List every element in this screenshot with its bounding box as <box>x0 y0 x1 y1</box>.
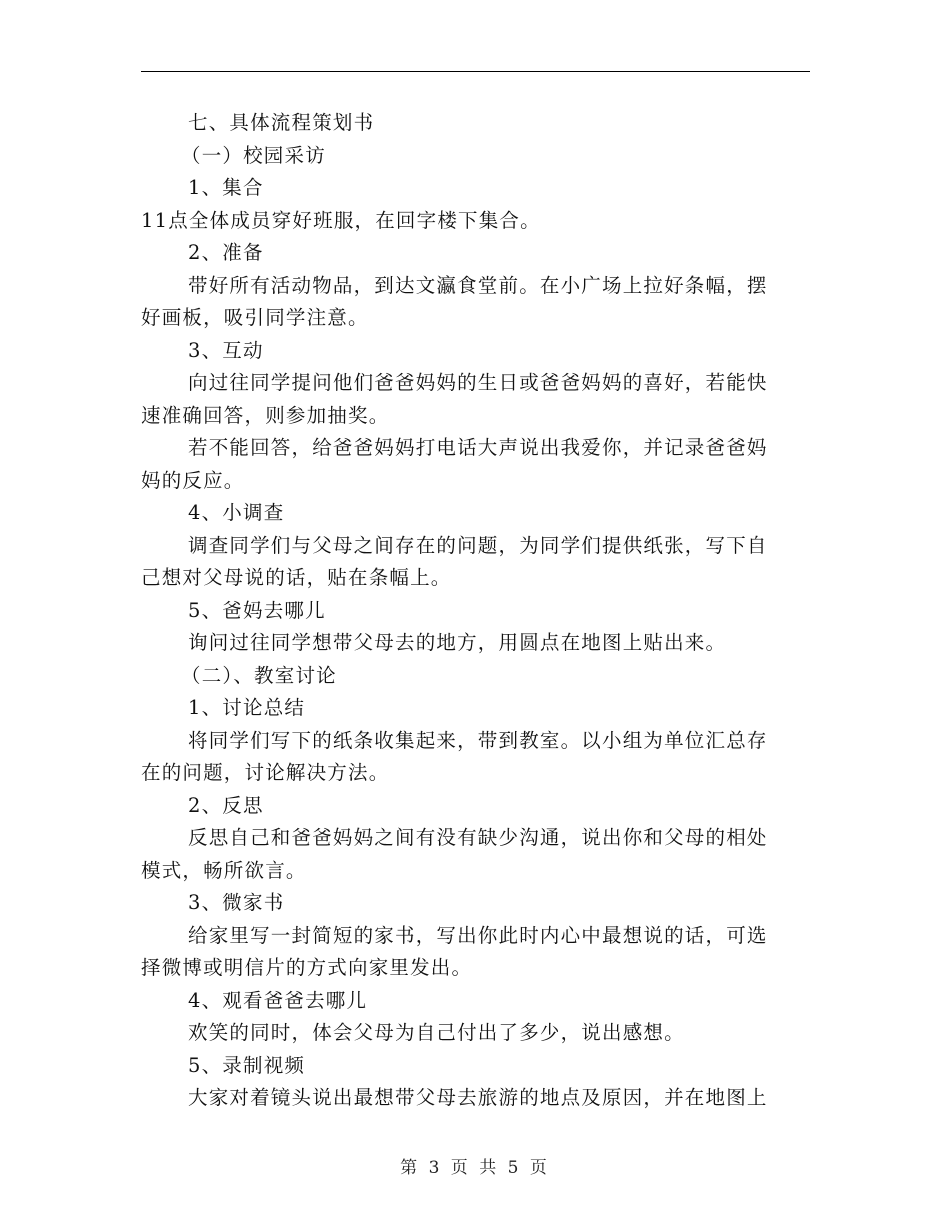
text-line: 5、录制视频 <box>188 1053 306 1077</box>
text-line: 好画板，吸引同学注意。 <box>141 306 369 329</box>
text-line: 3、微家书 <box>188 891 285 914</box>
text-line: 妈的反应。 <box>141 468 245 492</box>
text-line: 向过往同学提问他们爸爸妈妈的生日或爸爸妈妈的喜好，若能快 <box>188 371 768 394</box>
text-line: 1、讨论总结 <box>188 696 306 719</box>
text-line: 欢笑的同时，体会父母为自己付出了多少，说出感想。 <box>188 1021 685 1044</box>
text-line: 反思自己和爸爸妈妈之间有没有缺少沟通，说出你和父母的相处 <box>188 826 768 849</box>
page-footer: 第 3 页 共 5 页 <box>400 1158 550 1178</box>
text-line: 带好所有活动物品，到达文瀛食堂前。在小广场上拉好条幅，摆 <box>188 273 768 297</box>
text-line: 七、具体流程策划书 <box>188 111 375 134</box>
text-line: 给家里写一封简短的家书，写出你此时内心中最想说的话，可选 <box>188 923 768 947</box>
header-rule <box>141 71 810 72</box>
text-line: 3、互动 <box>188 338 264 362</box>
text-line: 大家对着镜头说出最想带父母去旅游的地点及原因，并在地图上 <box>188 1086 768 1109</box>
text-line: （二）、教室讨论 <box>181 663 337 687</box>
text-line: 若不能回答，给爸爸妈妈打电话大声说出我爱你，并记录爸爸妈 <box>188 436 768 459</box>
text-line: 5、爸妈去哪儿 <box>188 598 326 622</box>
text-line: 2、准备 <box>188 241 264 264</box>
text-line: 2、反思 <box>188 793 264 817</box>
text-line: 4、观看爸爸去哪儿 <box>188 988 368 1012</box>
text-line: 己想对父母说的话，贴在条幅上。 <box>141 566 452 589</box>
text-line: 将同学们写下的纸条收集起来，带到教室。以小组为单位汇总存 <box>188 728 768 752</box>
text-line: 11点全体成员穿好班服，在回字楼下集合。 <box>141 208 541 232</box>
text-line: 1、集合 <box>188 176 264 199</box>
text-line: 调查同学们与父母之间存在的问题，为同学们提供纸张，写下自 <box>188 533 768 557</box>
document-body <box>141 107 801 1115</box>
text-line: 4、小调查 <box>188 501 285 524</box>
text-line: 择微博或明信片的方式向家里发出。 <box>141 956 473 979</box>
text-line: 速准确回答，则参加抽奖。 <box>141 403 390 427</box>
text-line: 模式，畅所欲言。 <box>141 858 307 882</box>
text-line: （一）校园采访 <box>181 143 326 167</box>
text-line: 在的问题，讨论解决方法。 <box>141 761 390 784</box>
text-line: 询问过往同学想带父母去的地方，用圆点在地图上贴出来。 <box>188 631 727 654</box>
